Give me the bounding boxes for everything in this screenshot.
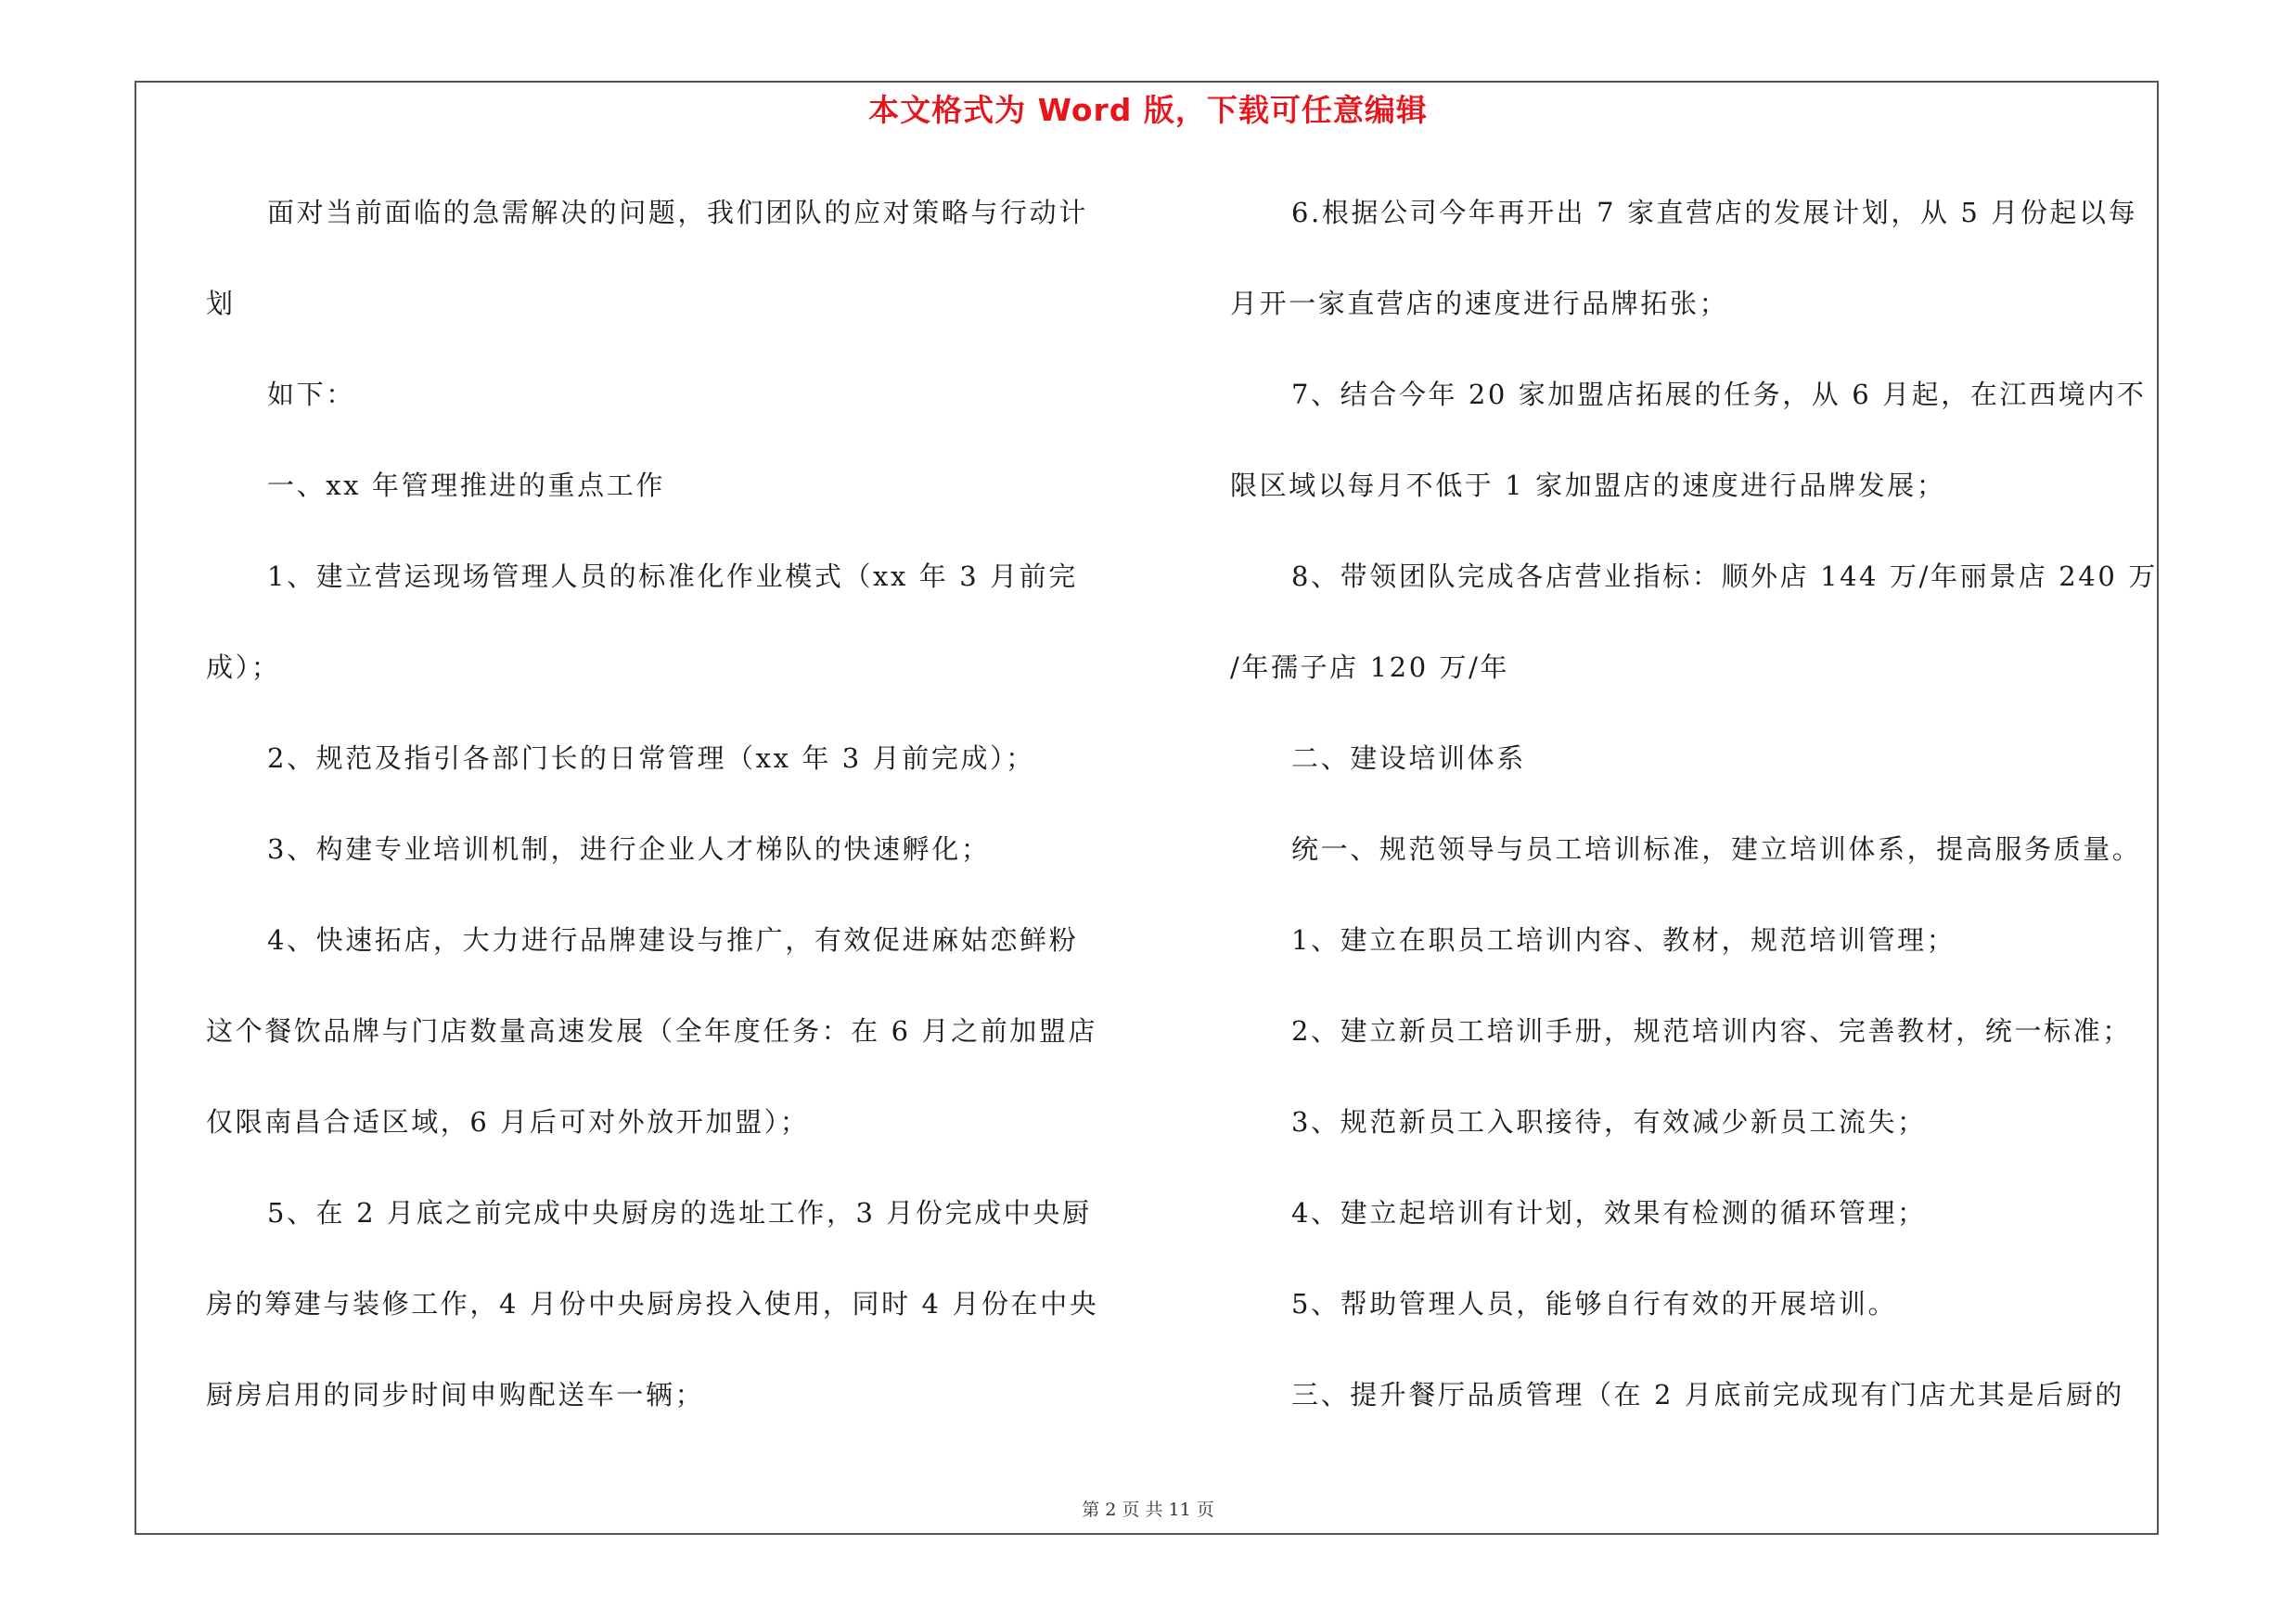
- page-number-footer: 第 2 页 共 11 页: [1082, 1500, 1214, 1520]
- text-line: /年孺子店 120 万/年: [1230, 651, 1510, 683]
- left-column: [206, 184, 1120, 1457]
- text-line: 6.根据公司今年再开出 7 家直营店的发展计划，从 5 月份起以每: [1291, 197, 2138, 228]
- text-line: 一、xx 年管理推进的重点工作: [267, 470, 665, 501]
- text-line: 2、规范及指引各部门长的日常管理（xx 年 3 月前完成）；: [267, 742, 1035, 774]
- text-line: 仅限南昌合适区域，6 月后可对外放开加盟）；: [206, 1106, 810, 1138]
- right-column: [1230, 184, 2158, 1457]
- text-line: 1、建立在职员工培训内容、教材，规范培训管理；: [1291, 924, 1956, 956]
- text-line: 1、建立营运现场管理人员的标准化作业模式（xx 年 3 月前完: [267, 560, 1078, 592]
- text-line: 三、提升餐厅品质管理（在 2 月底前完成现有门店尤其是后厨的: [1291, 1379, 2124, 1410]
- text-line: 如下：: [267, 379, 355, 410]
- text-line: 限区域以每月不低于 1 家加盟店的速度进行品牌发展；: [1230, 470, 1946, 501]
- text-line: 8、带领团队完成各店营业指标：顺外店 144 万/年丽景店 240 万: [1291, 560, 2158, 592]
- text-line: 3、规范新员工入职接待，有效减少新员工流失；: [1291, 1106, 1927, 1138]
- format-banner: 本文格式为 Word 版，下载可任意编辑: [868, 92, 1428, 128]
- text-line: 厨房启用的同步时间申购配送车一辆；: [206, 1379, 705, 1410]
- text-line: 2、建立新员工培训手册，规范培训内容、完善教材，统一标准；: [1291, 1015, 2132, 1047]
- text-line: 这个餐饮品牌与门店数量高速发展（全年度任务：在 6 月之前加盟店: [206, 1015, 1098, 1047]
- text-line: 5、在 2 月底之前完成中央厨房的选址工作，3 月份完成中央厨: [267, 1197, 1092, 1229]
- text-line: 成）；: [206, 651, 281, 683]
- text-line: 面对当前面临的急需解决的问题，我们团队的应对策略与行动计: [267, 197, 1088, 228]
- text-line: 二、建设培训体系: [1291, 742, 1526, 774]
- text-line: 7、结合今年 20 家加盟店拓展的任务，从 6 月起，在江西境内不: [1291, 379, 2147, 410]
- text-line: 房的筹建与装修工作，4 月份中央厨房投入使用，同时 4 月份在中央: [206, 1288, 1099, 1320]
- text-line: 月开一家直营店的速度进行品牌拓张；: [1230, 288, 1729, 319]
- text-line: 统一、规范领导与员工培训标准，建立培训体系，提高服务质量。: [1291, 833, 2142, 865]
- text-line: 5、帮助管理人员，能够自行有效的开展培训。: [1291, 1288, 1898, 1320]
- text-line: 划: [206, 288, 236, 319]
- text-line: 4、建立起培训有计划，效果有检测的循环管理；: [1291, 1197, 1927, 1229]
- text-line: 4、快速拓店，大力进行品牌建设与推广，有效促进麻姑恋鲜粉: [267, 924, 1079, 956]
- text-line: 3、构建专业培训机制，进行企业人才梯队的快速孵化；: [267, 833, 991, 865]
